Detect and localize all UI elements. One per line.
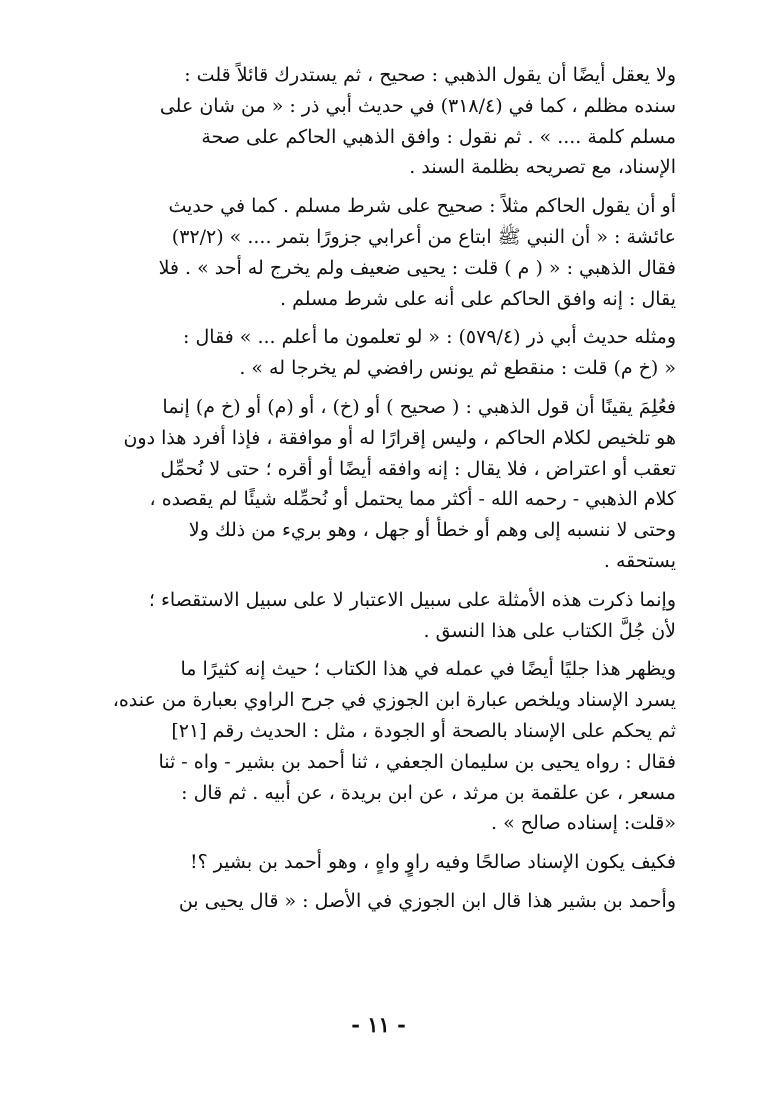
text-line: سنده مظلم ، كما في (٣١٨/٤) في حديث أبي ذر : « من شان على [159,94,676,117]
paragraph [100,60,696,183]
text-line: لأن جُلَّ الكتاب على هذا النسق . [423,619,676,642]
paragraph [100,322,696,384]
text-line: مسعر ، عن علقمة بن مرثد ، عن ابن بريدة ، عن أبيه . ثم قال : [181,781,676,804]
text-line: يستحقه . [603,549,676,572]
text-line: فكيف يكون الإسناد صالحًا وفيه راوٍ واهٍ ، وهو أحمد بن بشير ؟! [189,851,676,874]
text-line: هو تلخيص لكلام الحاكم ، وليس إقرارًا له أو موافقة ، فإذا أفرد هذا دون [123,426,676,449]
paragraph [100,585,696,647]
text-line: وحتى لا ننسبه إلى وهم أو خطأ أو جهل ، وهو بريء من ذلك ولا [188,519,676,542]
text-line: فقال : رواه يحيى بن سليمان الجعفي ، ثنا أحمد بن بشير - واه - ثنا [158,750,676,773]
text-line: وأحمد بن بشير هذا قال ابن الجوزي في الأصل : « قال يحيى بن [178,889,676,912]
text-line: يسرد الإسناد ويلخص عبارة ابن الجوزي في جرح الراوي بعبارة من عنده، [112,689,676,712]
text-line: الإسناد، مع تصريحه بظلمة السند . [409,156,676,179]
text-line: ولا يعقل أيضًا أن يقول الذهبي : صحيح ، ثم يستدرك قائلاً قلت : [184,64,676,86]
text-line: كلام الذهبي - رحمه الله - أكثر مما يحتمل أو نُحمِّله شيئًا لم يقصده ، [149,488,676,511]
text-line: يقال : إنه وافق الحاكم على أنه على شرط مسلم . [280,287,676,310]
text-line: ويظهر هذا جليًا أيضًا في عمله في هذا الكتاب ؛ حيث إنه كثيرًا ما [180,658,676,681]
text-line: فقال الذهبي : « ( م ) قلت : يحيى ضعيف ولم يخرج له أحد » . فلا [158,256,676,279]
text-line: تعقب أو اعتراض ، فلا يقال : إنه وافقه أيضًا أو أقره ؛ حتى لا نُحمِّل [160,457,676,480]
text-line: « (خ م) قلت : منقطع ثم يونس رافضي لم يخرجا له » . [239,357,676,380]
text-line: مسلم كلمة .... » . ثم نقول : وافق الذهبي الحاكم على صحة [201,125,676,148]
paragraph [100,392,696,577]
body-text [100,60,696,925]
text-line: أو أن يقول الحاكم مثلاً : صحيح على شرط مسلم . كما في حديث [168,195,676,218]
paragraph [100,886,696,917]
text-line: ثم يحكم على الإسناد بالصحة أو الجودة ، مثل : الحديث رقم [٢١] [171,719,676,742]
text-line: فعُلِمَ يقينًا أن قول الذهبي : ( صحيح ) أو (خ) ، أو (م) أو (خ م) إنما [162,395,676,418]
text-line: وإنما ذكرت هذه الأمثلة على سبيل الاعتبار لا على سبيل الاستقصاء ؛ [148,588,676,611]
text-line: «قلت: إسناده صالح » . [491,812,676,835]
text-line: عائشة : « أن النبي ﷺ ابتاع من أعرابي جزورًا بتمر .... » (٣٢/٢) [171,225,676,248]
paragraph [100,191,696,314]
text-line: ومثله حديث أبي ذر (٥٧٩/٤) : « لو تعلمون ما أعلم ... » فقال : [183,326,676,349]
paragraph [100,654,696,839]
page-number: - ١١ - [351,1012,406,1037]
paragraph [100,847,696,878]
